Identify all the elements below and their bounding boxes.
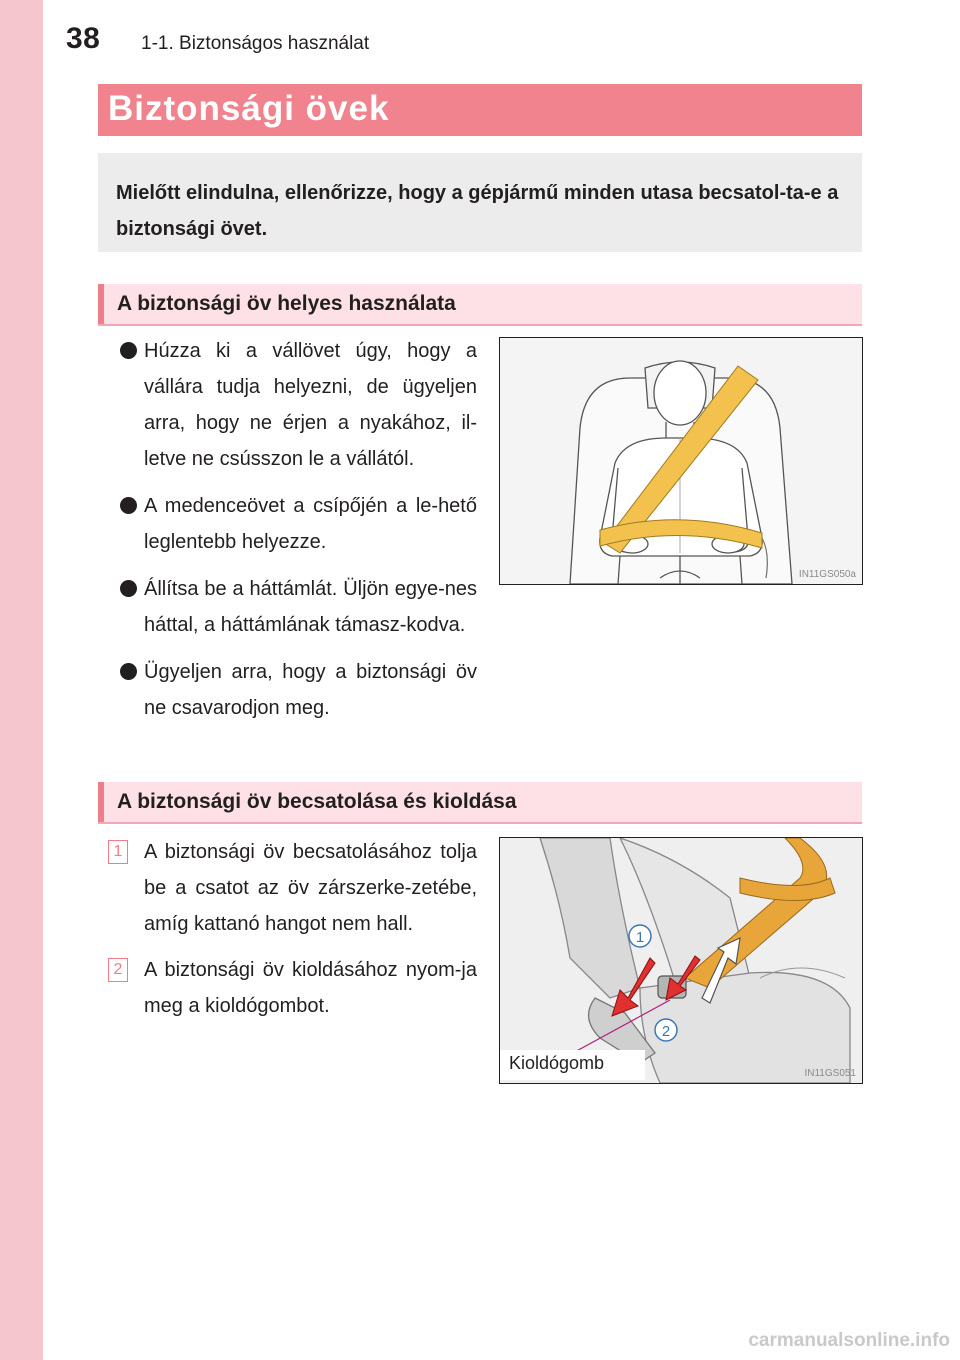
side-tab bbox=[0, 0, 43, 1360]
section-heading-usage bbox=[98, 284, 862, 326]
seat-buckle-illustration bbox=[500, 838, 862, 1083]
list-item: Állítsa be a háttámlát. Üljön egye-nes háttal, a háttámlának támasz-kodva. bbox=[120, 571, 477, 643]
list-item: A medenceövet a csípőjén a le-hető leglentebb helyezze. bbox=[120, 488, 477, 560]
bullet-icon bbox=[120, 663, 137, 680]
step-number-icon: 2 bbox=[108, 958, 128, 982]
page-title: Biztonsági övek bbox=[108, 89, 390, 128]
step-list bbox=[108, 834, 477, 1034]
page-number: 38 bbox=[66, 22, 101, 55]
section-heading-text: A biztonsági öv helyes használata bbox=[117, 292, 456, 315]
step-number-icon: 1 bbox=[108, 840, 128, 864]
bullet-list bbox=[120, 333, 477, 737]
buckle-release-figure bbox=[499, 837, 863, 1084]
bullet-icon bbox=[120, 497, 137, 514]
site-watermark: carmanualsonline.info bbox=[748, 1330, 950, 1351]
list-item: Húzza ki a vállövet úgy, hogy a vállára tudja helyezni, de ügyeljen arra, hogy ne érjen a nyakához, il-letve ne csússzon le a vállától. bbox=[120, 333, 477, 477]
figure-code: IN11GS051 bbox=[804, 1068, 856, 1079]
intro-text: Mielőtt elindulna, ellenőrizze, hogy a gépjármű minden utasa becsatol-ta-e a biztonsági övet. bbox=[116, 182, 839, 240]
list-item: Ügyeljen arra, hogy a biztonsági öv ne csavarodjon meg. bbox=[120, 654, 477, 726]
seatbelt-position-figure bbox=[499, 337, 863, 585]
svg-text:2: 2 bbox=[661, 1023, 671, 1040]
list-item: 1 A biztonsági öv becsatolásához tolja be a csatot az öv zárszerke-zetébe, amíg kattanó hangot nem hall. bbox=[108, 834, 477, 942]
release-button-label: Kioldógomb bbox=[509, 1053, 605, 1073]
figure-label-box bbox=[500, 1050, 645, 1080]
running-header: 1-1. Biztonságos használat bbox=[141, 33, 370, 54]
seated-person-illustration bbox=[500, 338, 862, 584]
bullet-icon bbox=[120, 342, 137, 359]
svg-text:1: 1 bbox=[635, 929, 645, 946]
bullet-icon bbox=[120, 580, 137, 597]
figure-code: IN11GS050a bbox=[798, 569, 856, 580]
section-heading-buckle bbox=[98, 782, 862, 824]
section-heading-text: A biztonsági öv becsatolása és kioldása bbox=[117, 790, 517, 813]
list-item: 2 A biztonsági öv kioldásához nyom-ja meg a kioldógombot. bbox=[108, 952, 477, 1024]
title-bar bbox=[98, 84, 862, 136]
intro-box bbox=[98, 153, 862, 252]
